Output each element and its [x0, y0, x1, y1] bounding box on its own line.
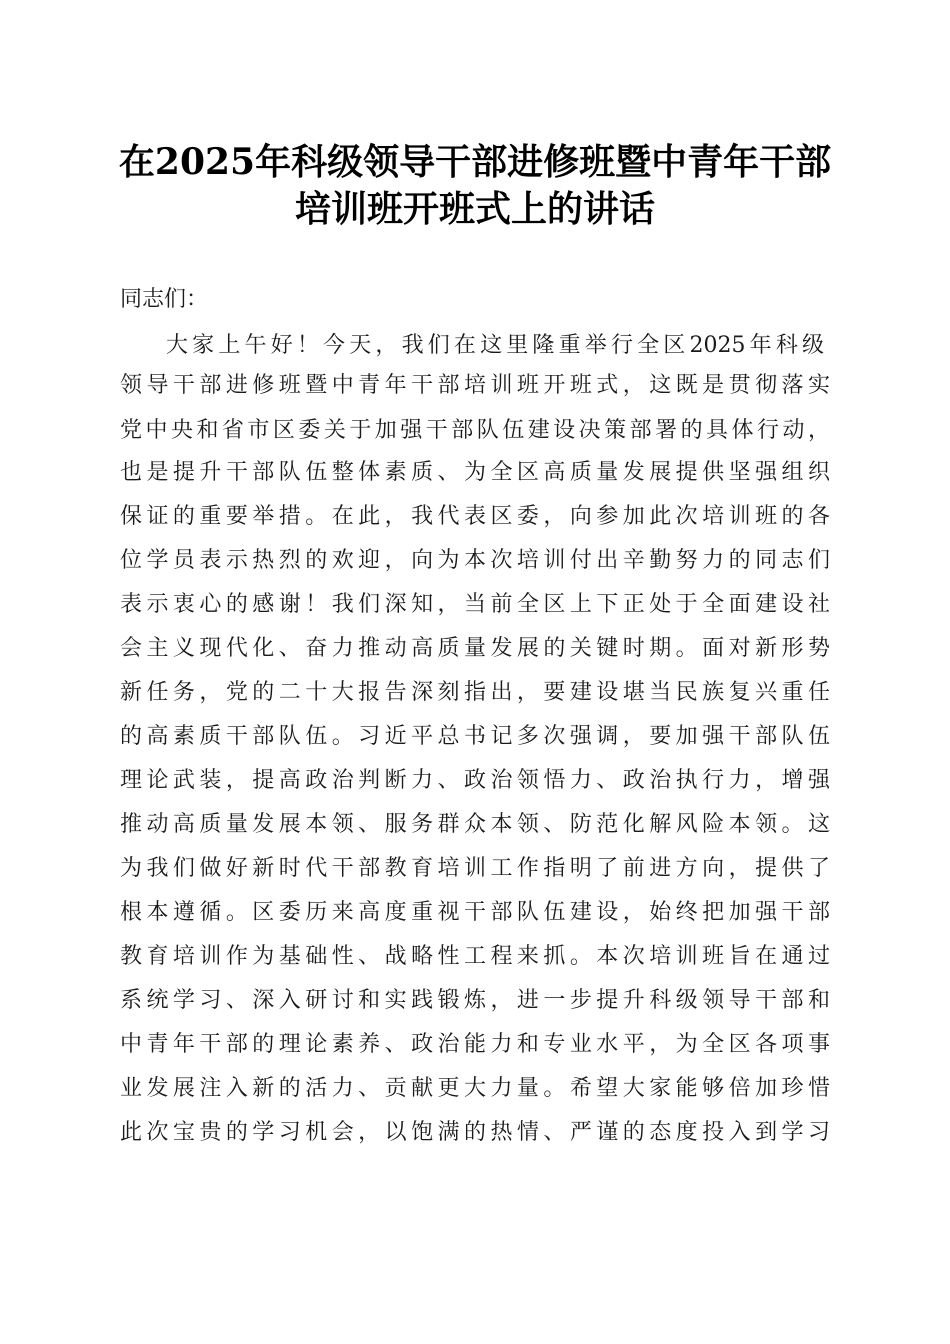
body-line: 教育培训作为基础性、战略性工程来抓。本次培训班旨在通过	[120, 944, 830, 969]
salutation: 同志们：	[120, 287, 209, 312]
body-line: 领导干部进修班暨中青年干部培训班开班式，这既是贯彻落实	[120, 373, 830, 398]
body-line: 推动高质量发展本领、服务群众本领、防范化解风险本领。这	[120, 812, 830, 837]
body-line: 也是提升干部队伍整体素质、为全区高质量发展提供坚强组织	[120, 460, 830, 485]
body-line: 大家上午好！今天，我们在这里隆重举行全区2025年科级	[166, 333, 824, 358]
body-line: 系统学习、深入研讨和实践锻炼，进一步提升科级领导干部和	[120, 988, 830, 1013]
body-line: 新任务，党的二十大报告深刻指出，要建设堪当民族复兴重任	[120, 680, 830, 705]
document-title-line-2: 培训班开班式上的讲话	[294, 188, 655, 230]
body-line: 业发展注入新的活力、贡献更大力量。希望大家能够倍加珍惜	[120, 1076, 830, 1101]
body-line: 位学员表示热烈的欢迎，向为本次培训付出辛勤努力的同志们	[120, 548, 830, 573]
body-line: 表示衷心的感谢！我们深知，当前全区上下正处于全面建设社	[120, 592, 830, 617]
body-line: 此次宝贵的学习机会，以饱满的热情、严谨的态度投入到学习	[120, 1120, 830, 1145]
body-line: 保证的重要举措。在此，我代表区委，向参加此次培训班的各	[120, 504, 830, 529]
body-line: 党中央和省市区委关于加强干部队伍建设决策部署的具体行动，	[120, 418, 830, 443]
body-line: 的高素质干部队伍。习近平总书记多次强调，要加强干部队伍	[120, 724, 830, 749]
body-line: 会主义现代化、奋力推动高质量发展的关键时期。面对新形势	[120, 636, 830, 661]
body-line: 理论武装，提高政治判断力、政治领悟力、政治执行力，增强	[120, 768, 830, 793]
body-line: 为我们做好新时代干部教育培训工作指明了前进方向，提供了	[120, 856, 830, 881]
body-line: 根本遵循。区委历来高度重视干部队伍建设，始终把加强干部	[120, 900, 830, 925]
document-title-line-1: 在2025年科级领导干部进修班暨中青年干部	[118, 141, 832, 183]
body-line: 中青年干部的理论素养、政治能力和专业水平，为全区各项事	[120, 1032, 830, 1057]
